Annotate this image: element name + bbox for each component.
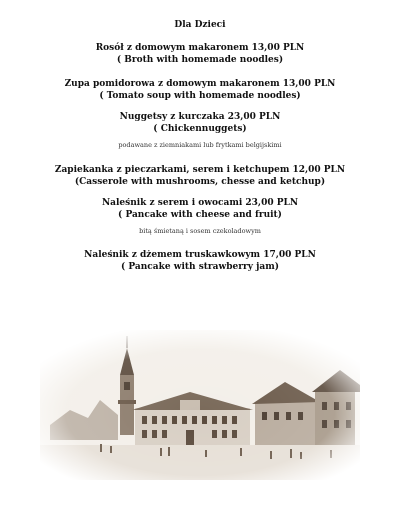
item-polish-name: Zupa pomidorowa z domowym makaronem 13,00 PLN [64, 79, 336, 89]
item-polish-name: Naleśnik z dżemem truskawkowym 17,00 PLN [84, 250, 316, 260]
item-polish-name: Rosół z domowym makaronem 13,00 PLN [95, 43, 305, 53]
item-polish-name: Naleśnik z serem i owocami 23,00 PLN [101, 198, 299, 208]
menu-item [0, 78, 400, 102]
town-square-illustration [40, 330, 360, 480]
item-note: bitą śmietaną i sosem czekoladowym [139, 227, 261, 235]
item-english-name: ( Pancake with cheese and fruit) [118, 210, 282, 220]
menu-item [0, 164, 400, 188]
menu-item [0, 197, 400, 236]
item-english-name: ( Tomato soup with homemade noodles) [99, 91, 301, 101]
item-polish-name: Zapiekanka z pieczarkami, serem i ketchupem 12,00 PLN [54, 165, 346, 175]
item-english-name: ( Pancake with strawberry jam) [121, 262, 279, 272]
menu-item [0, 249, 400, 273]
item-english-name: ( Broth with homemade noodles) [116, 55, 284, 65]
section-title: Dla Dzieci [174, 20, 226, 30]
item-polish-name: Nuggetsy z kurczaka 23,00 PLN [119, 112, 281, 122]
menu-item [0, 42, 400, 66]
menu-item [0, 111, 400, 150]
item-english-name: (Casserole with mushrooms, chesse and ketchup) [74, 177, 326, 187]
item-note: podawane z ziemniakami lub frytkami belgijskimi [118, 141, 282, 149]
item-english-name: ( Chickennuggets) [153, 124, 247, 134]
